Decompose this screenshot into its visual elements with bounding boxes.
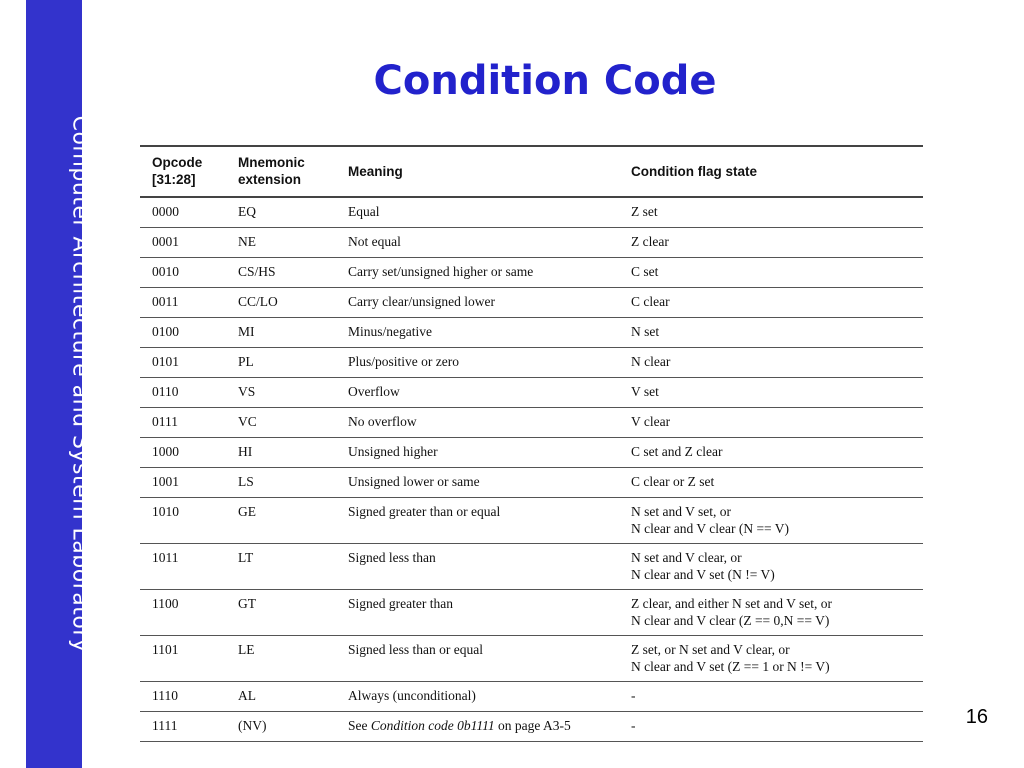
cell-meaning: Overflow [336, 378, 619, 408]
cell-meaning: Signed less than or equal [336, 636, 619, 682]
cell-flag-state [619, 438, 923, 468]
cell-mnemonic: LS [226, 468, 336, 498]
sidebar-band [26, 0, 93, 768]
cell-flag-state [619, 197, 923, 228]
cell-flag-state: - [619, 712, 923, 742]
cell-mnemonic: HI [226, 438, 336, 468]
page-number: 16 [965, 706, 988, 728]
meaning-suffix: on page A3-5 [494, 718, 571, 733]
flag-state-line: C set [631, 264, 659, 279]
flag-state-line: N set and V set, or [631, 504, 731, 519]
meaning-reference: Condition code 0b1111 [370, 718, 495, 733]
header-meaning: Meaning [336, 146, 619, 197]
cell-opcode: 0000 [140, 197, 226, 228]
cell-opcode: 0100 [140, 318, 226, 348]
table-body [140, 197, 923, 742]
flag-state-line: N set and V clear, or [631, 550, 742, 565]
cell-mnemonic: AL [226, 682, 336, 712]
table-row [140, 408, 923, 438]
table-row [140, 590, 923, 636]
cell-flag-state [619, 682, 923, 712]
cell-meaning: No overflow [336, 408, 619, 438]
cell-opcode: 1101 [140, 636, 226, 682]
cell-meaning: Minus/negative [336, 318, 619, 348]
cell-mnemonic: CC/LO [226, 288, 336, 318]
cell-flag-state [619, 468, 923, 498]
table-row [140, 498, 923, 544]
flag-state-line: Z clear [631, 234, 669, 249]
cell-flag-state [619, 636, 923, 682]
flag-state-line: Z set [631, 204, 658, 219]
cell-mnemonic: GE [226, 498, 336, 544]
table-row [140, 544, 923, 590]
cell-flag-state [619, 348, 923, 378]
table-row [140, 258, 923, 288]
flag-state-line: N clear and V clear (Z == 0,N == V) [631, 613, 830, 628]
header-opcode-line1: Opcode [152, 155, 203, 170]
table-row [140, 348, 923, 378]
cell-mnemonic: LE [226, 636, 336, 682]
cell-flag-state [619, 408, 923, 438]
cell-meaning: Always (unconditional) [336, 682, 619, 712]
cell-meaning: Signed greater than [336, 590, 619, 636]
cell-opcode: 0011 [140, 288, 226, 318]
cell-mnemonic: NE [226, 228, 336, 258]
cell-flag-state [619, 498, 923, 544]
flag-state-line: - [631, 688, 636, 703]
cell-mnemonic: LT [226, 544, 336, 590]
cell-mnemonic: CS/HS [226, 258, 336, 288]
cell-meaning [336, 712, 619, 742]
cell-opcode: 0010 [140, 258, 226, 288]
table-row [140, 636, 923, 682]
table-header [140, 146, 923, 197]
header-opcode [140, 146, 226, 197]
condition-code-table [140, 145, 923, 742]
flag-state-line: N clear and V set (N != V) [631, 567, 775, 582]
cell-meaning: Signed greater than or equal [336, 498, 619, 544]
cell-opcode: 0111 [140, 408, 226, 438]
cell-flag-state [619, 288, 923, 318]
cell-opcode: 1100 [140, 590, 226, 636]
flag-state-line: V set [631, 384, 659, 399]
cell-mnemonic: PL [226, 348, 336, 378]
flag-state-line: C clear [631, 294, 670, 309]
cell-opcode: 1111 [140, 712, 226, 742]
table-row [140, 288, 923, 318]
cell-mnemonic: VS [226, 378, 336, 408]
cell-flag-state [619, 590, 923, 636]
flag-state-line: N clear [631, 354, 671, 369]
cell-opcode: 0101 [140, 348, 226, 378]
flag-state-line: N clear and V clear (N == V) [631, 521, 790, 536]
cell-mnemonic: MI [226, 318, 336, 348]
meaning-prefix: See [348, 718, 371, 733]
slide-title: Condition Code [373, 58, 717, 104]
cell-opcode: 0110 [140, 378, 226, 408]
flag-state-line: Z clear, and either N set and V set, or [631, 596, 833, 611]
cell-meaning: Plus/positive or zero [336, 348, 619, 378]
cell-flag-state [619, 228, 923, 258]
cell-meaning: Not equal [336, 228, 619, 258]
table-row [140, 228, 923, 258]
table-row-last [140, 712, 923, 742]
cell-flag-state [619, 378, 923, 408]
sidebar-lab-name: Computer Architecture and System Laboratory [67, 115, 93, 653]
header-opcode-line2: [31:28] [152, 172, 196, 187]
cell-opcode: 1011 [140, 544, 226, 590]
cell-opcode: 1000 [140, 438, 226, 468]
cell-flag-state [619, 318, 923, 348]
header-mnemonic-line2: extension [238, 172, 302, 187]
cell-opcode: 0001 [140, 228, 226, 258]
cell-mnemonic: GT [226, 590, 336, 636]
flag-state-line: Z set, or N set and V clear, or [631, 642, 790, 657]
flag-state-line: C set and Z clear [631, 444, 723, 459]
cell-mnemonic: (NV) [226, 712, 336, 742]
cell-meaning: Carry set/unsigned higher or same [336, 258, 619, 288]
header-flag-state: Condition flag state [619, 146, 923, 197]
cell-meaning: Unsigned higher [336, 438, 619, 468]
cell-meaning: Unsigned lower or same [336, 468, 619, 498]
header-mnemonic [226, 146, 336, 197]
cell-meaning: Carry clear/unsigned lower [336, 288, 619, 318]
flag-state-line: C clear or Z set [631, 474, 715, 489]
header-row [140, 146, 923, 197]
cell-opcode: 1001 [140, 468, 226, 498]
header-mnemonic-line1: Mnemonic [238, 155, 305, 170]
cell-opcode: 1010 [140, 498, 226, 544]
cell-flag-state [619, 258, 923, 288]
cell-mnemonic: VC [226, 408, 336, 438]
cell-flag-state [619, 544, 923, 590]
table-row [140, 318, 923, 348]
table-row [140, 438, 923, 468]
cell-meaning: Equal [336, 197, 619, 228]
flag-state-line: N clear and V set (Z == 1 or N != V) [631, 659, 830, 674]
cell-opcode: 1110 [140, 682, 226, 712]
table-row [140, 378, 923, 408]
table-row [140, 197, 923, 228]
table-row [140, 468, 923, 498]
flag-state-line: V clear [631, 414, 671, 429]
cell-meaning: Signed less than [336, 544, 619, 590]
table-row [140, 682, 923, 712]
flag-state-line: N set [631, 324, 660, 339]
cell-mnemonic: EQ [226, 197, 336, 228]
